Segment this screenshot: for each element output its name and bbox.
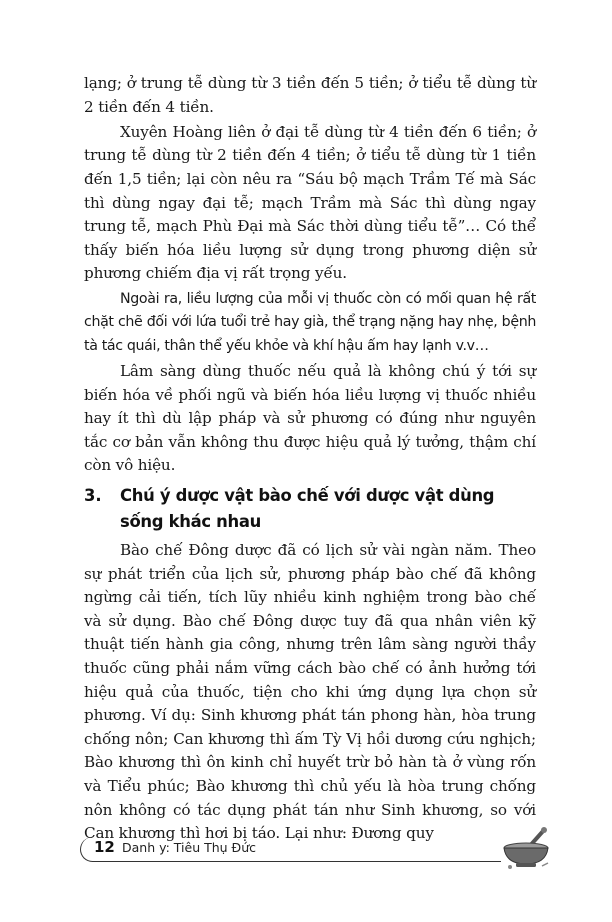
section-number: 3. (84, 486, 102, 505)
section-title: Chú ý dược vật bào chế với dược vật dùng sống khác nhau (120, 486, 495, 531)
paragraph-1: lạng; ở trung tễ dùng từ 3 tiền đến 5 tiền; ở tiểu tễ dùng từ 2 tiền đến 4 tiền. (84, 74, 536, 116)
paragraph-5: Bào chế Đông dược đã có lịch sử vài ngàn năm. Theo sự phát triển của lịch sử, phương pháp bào chế đã không ngừng cải tiến, tích lũy nhiều kinh nghiệm trong bào chế và sử dụng. Bào chế Đông dược tuy đã qua nhân viên kỹ thuật tiến hành gia công, nhưng trên lâm sàng người thầy thuốc cũng phải nắm vững cách bào chế có ảnh hưởng tới hiệu quả của thuốc, tiện cho khi ứng dụng lựa chọn sử phương. Ví dụ: Sinh khương phát tán phong hàn, hòa trung chống nôn; Can khương thì ấm Tỳ Vị hồi dương cứu nghịch; Bào khương thì ôn kinh chỉ huyết trừ bỏ hàn tà ở vùng rốn và Tiểu phúc; Bào khương thì chủ yếu là hòa trung chống nôn không có tác dụng phát tán như Sinh khương, so với Can khương thì hơi bị táo. Lại như: Đương quy (84, 541, 536, 843)
paragraph-2: Xuyên Hoàng liên ở đại tễ dùng từ 4 tiền đến 6 tiền; ở trung tễ dùng từ 2 tiền đến 4 tiền; ở tiểu tễ dùng từ 1 tiền đến 1,5 tiền; lại còn nêu ra “Sáu bộ mạch Trầm Tế mà Sác thì dùng ngay đại tễ; mạch Trầm mà Sác thì dùng ngay trung tễ, mạch Phù Đại mà Sác thời dùng tiểu tễ”… Có thể thấy biến hóa liều lượng sử dụng trong phương diện sử phương chiếm địa vị rất trọng yếu. (84, 122, 536, 283)
mortar-pestle-icon (498, 826, 558, 870)
page-footer (70, 826, 570, 870)
paragraph-4: Lâm sàng dùng thuốc nếu quả là không chú ý tới sự biến hóa về phối ngũ và biến hóa liều lượng vị thuốc nhiều hay ít thì dù lập pháp và sử phương có đúng như nguyên tắc cơ bản vẫn không thu được hiệu quả lý tưởng, thậm chí còn vô hiệu. (84, 361, 536, 475)
page-number: 12 (94, 838, 115, 856)
bottom-text-block (84, 539, 536, 847)
paragraph-3: Ngoài ra, liều lượng của mỗi vị thuốc còn có mối quan hệ rất chặt chẽ đối với lứa tuổi trẻ hay già, thể trạng nặng hay nhẹ, bệnh tà tác quái, thân thể yếu khỏe và khí hậu ấm hay lạnh v.v… (84, 290, 536, 354)
running-title: Danh y: Tiêu Thụ Đức (122, 840, 257, 855)
top-text-block (84, 72, 536, 479)
section-heading (84, 483, 536, 535)
